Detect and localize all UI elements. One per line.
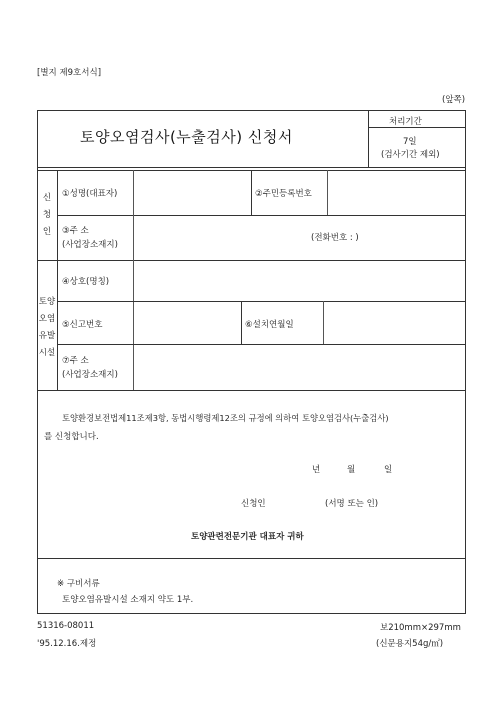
paper-size: 보210mm×297mm xyxy=(380,623,461,633)
form-number: [별지 제9호서식] xyxy=(37,68,102,78)
sign-note: (서명 또는 인) xyxy=(325,499,379,509)
facility-section-label: 토양 오염 유발 시설 xyxy=(38,297,56,358)
statement-line-1: 토양환경보전법제11조제3항, 동법시행령제12조의 규정에 의하여 토양오염검사(누출검사) xyxy=(62,413,389,423)
applicant-section-label: 신 청 인 xyxy=(42,193,52,237)
facility-address-sublabel: (사업장소재지) xyxy=(62,370,118,380)
processing-note: (검사기간 제외) xyxy=(381,150,440,160)
enacted-date: '95.12.16.제정 xyxy=(37,639,97,649)
facility-address-field[interactable] xyxy=(135,346,463,388)
install-date-label: ⑥설치연월일 xyxy=(245,320,294,330)
form-title: 토양오염검사(누출검사) 신청서 xyxy=(80,128,293,146)
recipient-line: 토양관련전문기관 대표자 귀하 xyxy=(191,532,304,542)
name-field[interactable] xyxy=(135,172,249,213)
processing-days: 7일 xyxy=(403,137,417,147)
attachments-item: 토양오염유발시설 소재지 약도 1부. xyxy=(62,595,194,605)
page-side-label: (앞쪽) xyxy=(442,95,466,105)
report-number-label: ⑤신고번호 xyxy=(62,320,103,330)
paper-spec: (신문용지54g/㎡) xyxy=(376,639,444,649)
date-month-label: 월 xyxy=(347,465,356,475)
applicant-address-field[interactable] xyxy=(135,217,463,258)
company-name-label: ④상호(명칭) xyxy=(62,277,110,287)
resident-id-label: ②주민등록번호 xyxy=(255,189,312,199)
facility-address-label: ⑦주 소 xyxy=(62,356,89,366)
phone-label: (전화번호 : ) xyxy=(311,233,359,243)
statement-line-2: 를 신청합니다. xyxy=(44,432,99,442)
form-code: 51316-08011 xyxy=(37,621,95,631)
processing-period-label: 처리기간 xyxy=(389,117,422,127)
applicant-sign-label: 신청인 xyxy=(241,499,266,509)
name-label: ①성명(대표자) xyxy=(62,189,118,199)
install-date-field[interactable] xyxy=(325,303,463,342)
date-year-label: 년 xyxy=(312,465,321,475)
applicant-address-sublabel: (사업장소재지) xyxy=(62,240,118,250)
resident-id-field[interactable] xyxy=(329,172,463,213)
date-day-label: 일 xyxy=(384,465,393,475)
report-number-field[interactable] xyxy=(135,303,239,342)
applicant-address-label: ③주 소 xyxy=(62,226,89,236)
attachments-heading: ※ 구비서류 xyxy=(57,579,100,589)
company-name-field[interactable] xyxy=(135,262,463,299)
